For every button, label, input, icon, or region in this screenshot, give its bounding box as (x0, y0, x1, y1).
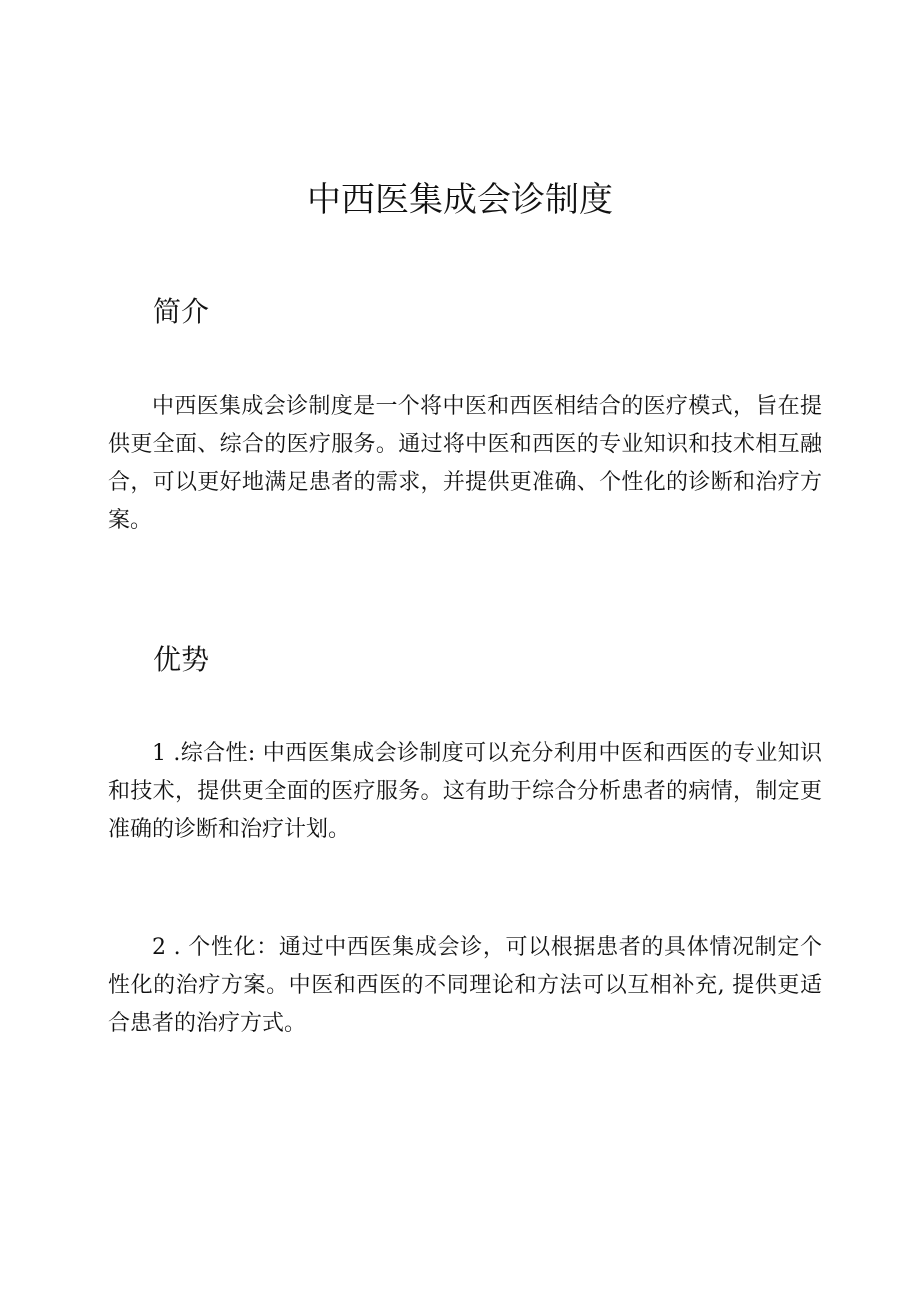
document-title: 中西医集成会诊制度 (307, 180, 613, 220)
intro-paragraph: 中西医集成会诊制度是一个将中医和西医相结合的医疗模式，旨在提供更全面、综合的医疗服务。通过将中医和西医的专业知识和技术相互融合，可以更好地满足患者的需求，并提供更准确、个性化的诊断和治疗方案。 (108, 394, 822, 533)
section-heading-intro: 简介 (153, 295, 210, 328)
section-heading-advantages: 优势 (153, 643, 210, 676)
advantage-paragraph-comprehensive: 1 .综合性: 中西医集成会诊制度可以充分利用中医和西医的专业知识和技术，提供更全面的医疗服务。这有助于综合分析患者的病情，制定更准确的诊断和治疗计划。 (108, 741, 822, 842)
advantage-paragraph-personalized: 2 . 个性化：通过中西医集成会诊，可以根据患者的具体情况制定个性化的治疗方案。中医和西医的不同理论和方法可以互相补充, 提供更适合患者的治疗方式。 (108, 935, 822, 1036)
